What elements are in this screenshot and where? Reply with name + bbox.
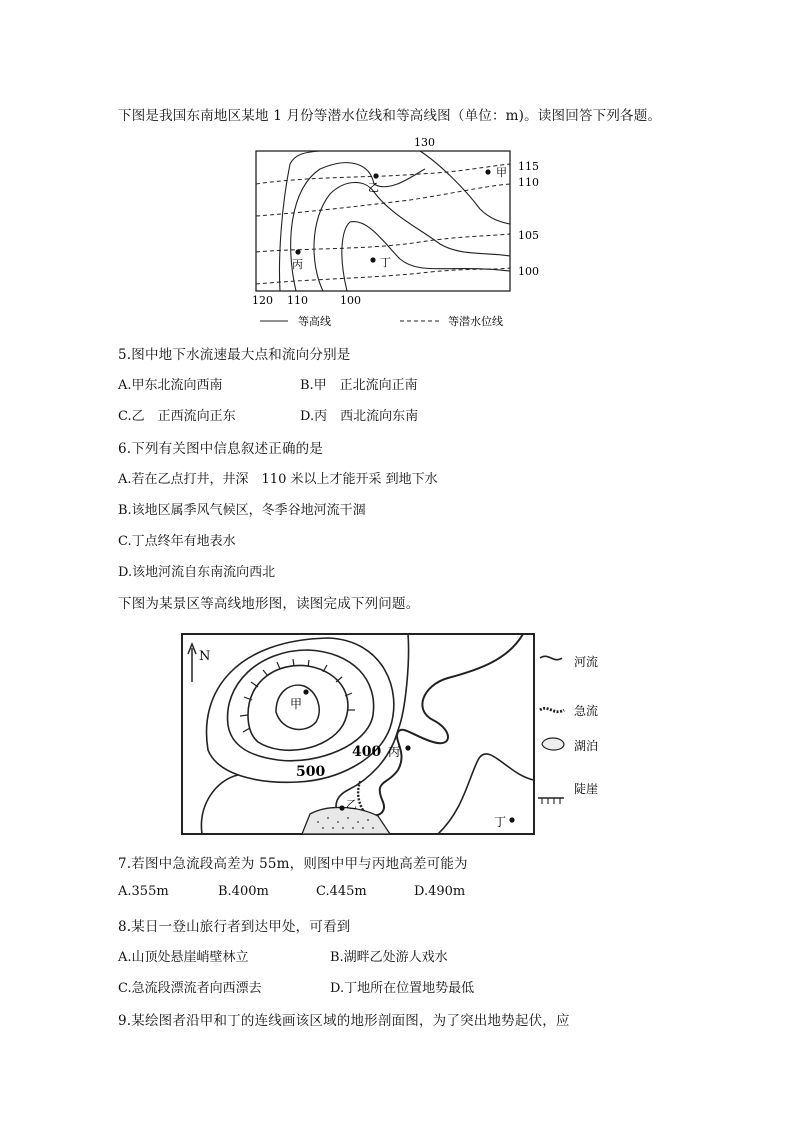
q8-option-a[interactable]: A.山顶处悬崖峭壁林立 (118, 950, 249, 965)
q8-option-c[interactable]: C.急流段漂流者向西漂去 (118, 981, 262, 996)
lake (302, 807, 390, 834)
point-ding-dot (509, 817, 514, 822)
q7-option-b[interactable]: B.400m (218, 884, 269, 899)
contour-110 (291, 163, 425, 291)
point-yi-dot (339, 805, 344, 810)
water-line-115 (256, 164, 510, 184)
point-bing-dot (295, 249, 300, 254)
q5-option-a[interactable]: A.甲东北流向西南 (118, 378, 223, 393)
point-jia-label: 甲 (290, 697, 303, 711)
legend-lake-symbol (542, 738, 564, 750)
legend-contour-text: 等高线 (298, 315, 331, 328)
label-130: 130 (414, 136, 435, 149)
label-w115: 115 (518, 160, 539, 173)
intro-text-2: 下图为某景区等高线地形图，读图完成下列问题。 (118, 596, 420, 612)
point-bing-label: 丙 (292, 258, 303, 271)
q8-option-d[interactable]: D.丁地所在位置地势最低 (330, 981, 475, 996)
contour-400-north (398, 634, 409, 730)
q6-option-a[interactable]: A.若在乙点打井，井深 110 米以上才能开采 到地下水 (118, 472, 438, 487)
label-c110: 110 (287, 294, 308, 307)
q6-option-d[interactable]: D.该地河流自东南流向西北 (118, 565, 276, 580)
legend-water-text: 等潜水位线 (448, 315, 503, 328)
label-500: 500 (296, 764, 326, 780)
contour-130 (420, 151, 510, 224)
point-yi-label: 乙 (346, 798, 357, 811)
label-c120: 120 (252, 294, 273, 307)
legend-river-text: 河流 (574, 655, 599, 669)
q5-stem: 5.图中地下水流速最大点和流向分别是 (118, 347, 351, 363)
contour-east (438, 754, 534, 834)
q6-stem: 6.下列有关图中信息叙述正确的是 (118, 441, 324, 457)
legend-rapids-symbol (540, 708, 564, 711)
q5-option-c[interactable]: C.乙 正西流向正东 (118, 409, 236, 424)
q8-option-b[interactable]: B.湖畔乙处游人戏水 (330, 950, 448, 965)
legend-lake-text: 湖泊 (574, 739, 599, 753)
point-bing-dot (405, 745, 410, 750)
label-w100: 100 (518, 265, 539, 278)
point-ding-label: 丁 (494, 815, 507, 829)
intro-text-1: 下图是我国东南地区某地 1 月份等潜水位线和等高线图（单位：m)。读图回答下列各题。 (118, 108, 662, 124)
river (363, 634, 523, 815)
rapids (358, 780, 363, 810)
water-line-105 (256, 234, 510, 252)
q5-option-d[interactable]: D.丙 西北流向东南 (300, 409, 419, 424)
label-c100: 100 (340, 294, 361, 307)
q7-option-c[interactable]: C.445m (316, 884, 367, 899)
point-jia-label: 甲 (496, 166, 507, 179)
legend-rapids-text: 急流 (574, 704, 599, 718)
q8-stem: 8.某日一登山旅行者到达甲处，可看到 (118, 919, 351, 935)
point-jia-dot (303, 689, 308, 694)
point-jia-dot (485, 169, 490, 174)
label-400: 400 (352, 744, 382, 760)
north-label: N (199, 649, 211, 664)
label-w105: 105 (518, 229, 539, 242)
q5-option-b[interactable]: B.甲 正北流向正南 (300, 378, 418, 393)
q6-option-b[interactable]: B.该地区属季风气候区，冬季谷地河流干涸 (118, 503, 366, 518)
point-yi-dot (373, 173, 378, 178)
legend-cliff-text: 陡崖 (574, 782, 599, 796)
q6-option-c[interactable]: C.丁点终年有地表水 (118, 534, 236, 549)
map2-frame (182, 634, 534, 834)
point-ding-label: 丁 (380, 256, 391, 269)
q7-stem: 7.若图中急流段高差为 55m，则图中甲与丙地高差可能为 (118, 856, 468, 872)
legend-cliff-ticks (542, 798, 560, 804)
q9-stem: 9.某绘图者沿甲和丁的连线画该区域的地形剖面图，为了突出地势起伏，应 (118, 1013, 570, 1029)
point-ding-dot (370, 257, 375, 262)
point-yi-label: 乙 (368, 181, 379, 194)
contour-100 (342, 222, 510, 291)
label-w110: 110 (518, 176, 539, 189)
point-bing-label: 丙 (388, 745, 401, 759)
contour-water-table-map (250, 134, 550, 330)
q7-option-a[interactable]: A.355m (118, 884, 169, 899)
q7-option-d[interactable]: D.490m (414, 884, 466, 899)
legend-river-symbol (540, 656, 562, 659)
scenic-area-contour-map (178, 630, 618, 840)
cliff-ticks (240, 659, 355, 732)
